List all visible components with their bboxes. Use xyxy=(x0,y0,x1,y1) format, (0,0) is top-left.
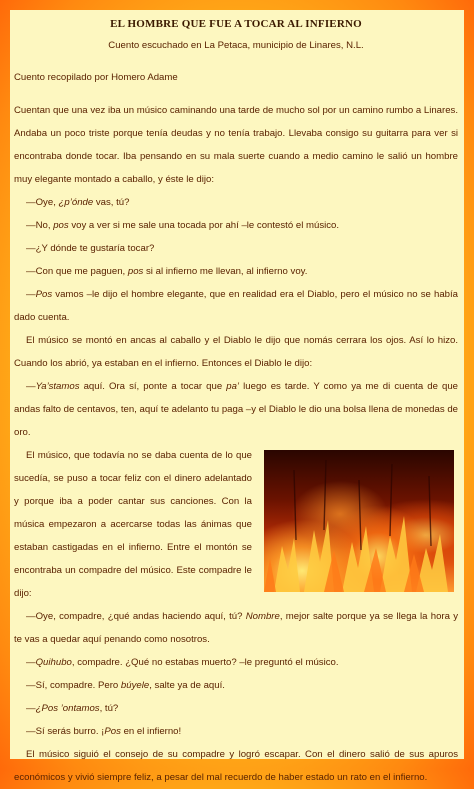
dialogue-line: —Sí serás burro. ¡Pos en el infierno! xyxy=(26,726,182,737)
dialogue-line: —No, pos voy a ver si me sale una tocada por ahí –le contestó el músico. xyxy=(26,220,340,231)
story-page xyxy=(10,10,464,783)
dialogue-line: —Sí, compadre. Pero búyele, salte ya de aquí. xyxy=(26,680,225,691)
dialogue-line: —¿Y dónde te gustaría tocar? xyxy=(26,243,155,254)
dialogue-line: —Pos vamos –le dijo el hombre elegante, que en realidad era el Diablo, pero el músico no se había dado cuenta. xyxy=(14,289,458,323)
story-subtitle: Cuento escuchado en La Petaca, municipio de Linares, N.L. xyxy=(108,40,364,51)
dialogue-line: —Oye, ¿p’ónde vas, tú? xyxy=(26,197,130,208)
dialogue-line: —¿Pos ’ontamos, tú? xyxy=(26,703,119,714)
story-title: EL HOMBRE QUE FUE A TOCAR AL INFIERNO xyxy=(110,18,362,30)
hell-fire-image xyxy=(264,450,454,592)
dialogue-line: —Quihubo, compadre. ¿Qué no estabas muerto? –le preguntó el músico. xyxy=(26,657,339,668)
paragraph-9: El músico, que todavía no se daba cuenta de lo que sucedía, se puso a tocar feliz con el dinero adelantado y porque iba a poder cantar sus canciones. Con la música empezaron a acercarse todas las ánimas que estaban castigadas en el infierno. Entre el montón se encontraba un compadre del músico. Este compadre le dijo: xyxy=(14,450,252,599)
paragraph-1: Cuentan que una vez iba un músico caminando una tarde de mucho sol por un camino rumbo a Linares. Andaba un poco triste porque tenía deudas y no tenía trabajo. Llevaba consigo su guitarra para ver si encontraba donde tocar. Iba pensando en su mala suerte cuando a medio camino le salió un hombre muy elegante montado a caballo, y éste le dijo: xyxy=(14,105,458,185)
paragraph-7: El músico se montó en ancas al caballo y el Diablo le dijo que nomás cerrara los ojos. Así lo hizo. Cuando los abrió, ya estaban en el infierno. Entonces el Diablo le dijo: xyxy=(14,335,458,369)
flames-illustration xyxy=(264,450,454,592)
paragraph-final: El músico siguió el consejo de su compadre y logró escapar. Con el dinero salió de sus apuros económicos y vivió siempre feliz, a pesar del mal recuerdo de haber estado un rato en el infierno. xyxy=(14,749,458,783)
dialogue-line: —Con que me paguen, pos si al infierno me llevan, al infierno voy. xyxy=(26,266,308,277)
collector-credit: Cuento recopilado por Homero Adame xyxy=(14,72,178,83)
dialogue-line: —Ya’stamos aquí. Ora sí, ponte a tocar que pa’ luego es tarde. Y como ya me di cuenta de que andas falto de centavos, ten, aquí te adelanto tu paga –y el Diablo le dio una bolsa llena de monedas de oro. xyxy=(14,381,458,438)
dialogue-line: —Oye, compadre, ¿qué andas haciendo aquí, tú? Nombre, mejor salte porque ya se llega la hora y te vas a quedar aquí penando como nosotros. xyxy=(14,611,459,645)
